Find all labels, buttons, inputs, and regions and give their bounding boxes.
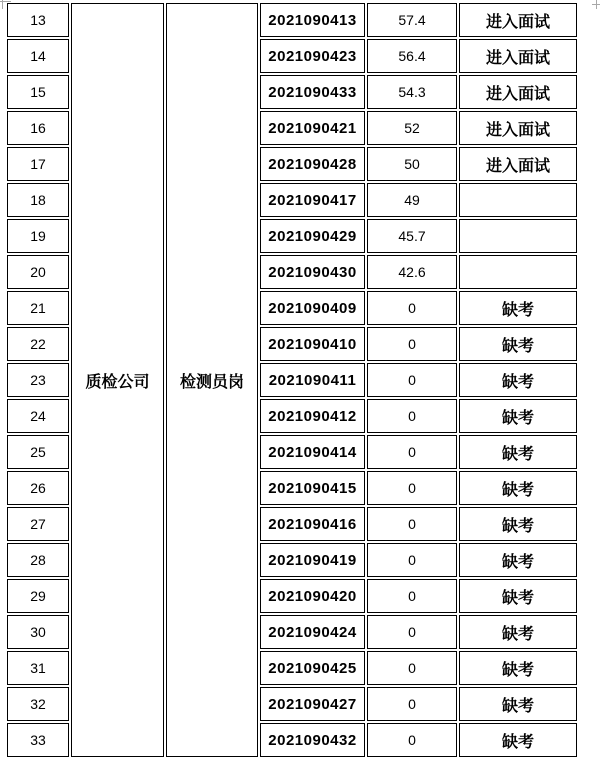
row-number-cell: 16 [7,111,69,145]
row-number-cell: 13 [7,3,69,37]
row-number-cell: 15 [7,75,69,109]
candidate-id-cell: 2021090416 [260,507,365,541]
status-cell: 缺考 [459,291,577,325]
score-cell: 0 [367,579,457,613]
status-cell: 进入面试 [459,3,577,37]
row-number-cell: 14 [7,39,69,73]
score-cell: 56.4 [367,39,457,73]
score-cell: 57.4 [367,3,457,37]
candidate-id-cell: 2021090428 [260,147,365,181]
score-cell: 0 [367,435,457,469]
score-cell: 0 [367,723,457,757]
candidate-id-cell: 2021090425 [260,651,365,685]
status-cell: 缺考 [459,507,577,541]
score-cell: 0 [367,327,457,361]
score-cell: 49 [367,183,457,217]
score-cell: 50 [367,147,457,181]
exam-score-table-body [7,3,577,757]
score-cell: 0 [367,291,457,325]
status-cell: 缺考 [459,723,577,757]
row-number-cell: 17 [7,147,69,181]
status-cell: 进入面试 [459,75,577,109]
candidate-id-cell: 2021090411 [260,363,365,397]
status-cell: 进入面试 [459,39,577,73]
row-number-cell: 21 [7,291,69,325]
row-number-cell: 27 [7,507,69,541]
crop-artifact-top-right-horizontal [592,4,600,5]
score-cell: 52 [367,111,457,145]
score-cell: 45.7 [367,219,457,253]
candidate-id-cell: 2021090415 [260,471,365,505]
score-cell: 0 [367,615,457,649]
row-number-cell: 32 [7,687,69,721]
status-cell [459,219,577,253]
status-cell: 缺考 [459,399,577,433]
position-cell: 检测员岗 [166,3,258,757]
score-cell: 0 [367,471,457,505]
candidate-id-cell: 2021090433 [260,75,365,109]
candidate-id-cell: 2021090423 [260,39,365,73]
row-number-cell: 24 [7,399,69,433]
score-cell: 0 [367,651,457,685]
status-cell [459,183,577,217]
status-cell: 缺考 [459,651,577,685]
status-cell [459,255,577,289]
candidate-id-cell: 2021090410 [260,327,365,361]
row-number-cell: 19 [7,219,69,253]
candidate-id-cell: 2021090409 [260,291,365,325]
candidate-id-cell: 2021090429 [260,219,365,253]
row-number-cell: 22 [7,327,69,361]
row-number-cell: 29 [7,579,69,613]
candidate-id-cell: 2021090417 [260,183,365,217]
score-cell: 54.3 [367,75,457,109]
row-number-cell: 26 [7,471,69,505]
status-cell: 缺考 [459,327,577,361]
candidate-id-cell: 2021090421 [260,111,365,145]
row-number-cell: 31 [7,651,69,685]
status-cell: 缺考 [459,435,577,469]
status-cell: 进入面试 [459,111,577,145]
candidate-id-cell: 2021090414 [260,435,365,469]
candidate-id-cell: 2021090419 [260,543,365,577]
status-cell: 缺考 [459,471,577,505]
candidate-id-cell: 2021090413 [260,3,365,37]
candidate-id-cell: 2021090427 [260,687,365,721]
candidate-id-cell: 2021090412 [260,399,365,433]
row-number-cell: 28 [7,543,69,577]
status-cell: 缺考 [459,363,577,397]
status-cell: 缺考 [459,687,577,721]
status-cell: 缺考 [459,579,577,613]
candidate-id-cell: 2021090432 [260,723,365,757]
row-number-cell: 25 [7,435,69,469]
row-number-cell: 33 [7,723,69,757]
row-number-cell: 23 [7,363,69,397]
exam-score-table [5,1,579,759]
row-number-cell: 20 [7,255,69,289]
status-cell: 缺考 [459,615,577,649]
row-number-cell: 30 [7,615,69,649]
candidate-id-cell: 2021090420 [260,579,365,613]
status-cell: 缺考 [459,543,577,577]
score-cell: 0 [367,507,457,541]
score-cell: 42.6 [367,255,457,289]
candidate-id-cell: 2021090430 [260,255,365,289]
score-cell: 0 [367,399,457,433]
company-cell: 质检公司 [71,3,164,757]
score-cell: 0 [367,363,457,397]
row-number-cell: 18 [7,183,69,217]
status-cell: 进入面试 [459,147,577,181]
table-row [7,3,577,37]
score-cell: 0 [367,543,457,577]
score-cell: 0 [367,687,457,721]
candidate-id-cell: 2021090424 [260,615,365,649]
